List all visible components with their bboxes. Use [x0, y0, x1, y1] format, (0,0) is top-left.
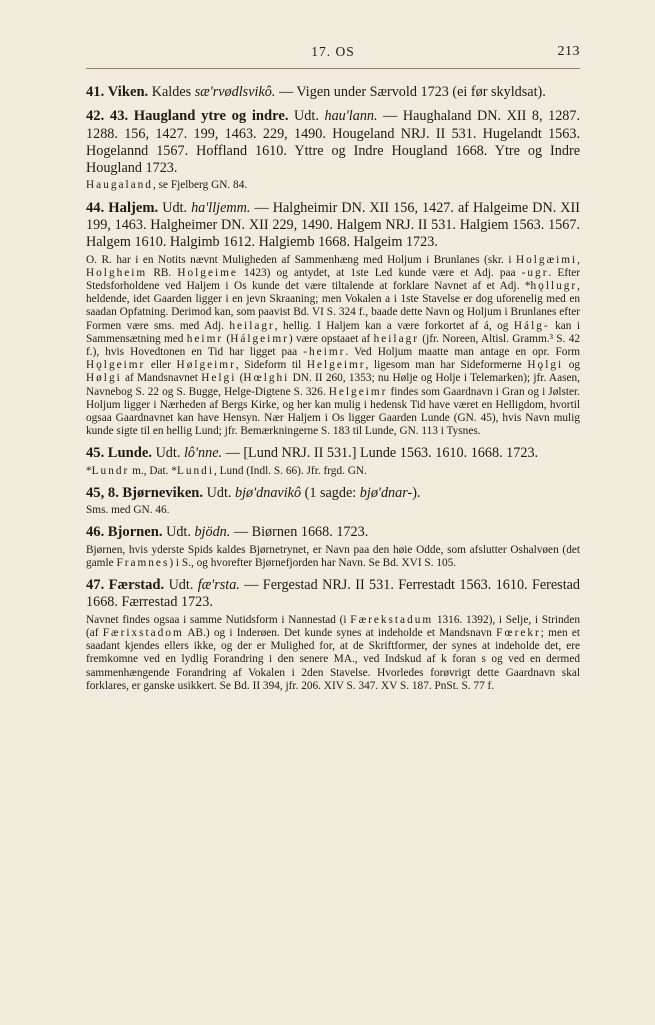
text-run: . Efter Stedsforholdene ved Haljem i Os kunde det være tiltalende at forklare Navnet af et Adj. *	[86, 266, 580, 292]
entry-note	[86, 465, 580, 478]
spaced-form: Helgeimr	[306, 359, 366, 372]
entry	[86, 524, 580, 570]
spaced-form: Holgæimi	[515, 253, 578, 266]
spaced-form: Helgeimr	[328, 385, 388, 398]
text-run: , hellig. I Haljem kan a være forkortet af á, og	[274, 319, 514, 332]
entry-note	[86, 254, 580, 439]
page-number: 213	[557, 44, 580, 59]
pronunciation: bjø'dnavikô	[234, 484, 302, 501]
text-run: (	[236, 372, 244, 385]
spaced-form: Færekstadum	[350, 613, 434, 626]
text-run: , ligesom man har Sideformerne	[365, 359, 528, 372]
text-run: Sms. med GN. 46.	[86, 504, 170, 517]
text-run: af Mandsnavnet	[121, 372, 202, 385]
text-run: m., Dat. *	[129, 464, 177, 477]
farm-name: Haugland ytre og indre.	[133, 108, 289, 125]
spaced-form: heimr	[186, 332, 224, 345]
entry	[86, 108, 580, 192]
entry-note	[86, 179, 580, 192]
text-run: (1 sagde:	[301, 484, 360, 501]
spaced-form: Lundi	[176, 464, 214, 477]
spaced-form: Fœrekr	[496, 626, 541, 639]
pronunciation: sæ'rvødlsvikô.	[194, 84, 276, 100]
entry-main-text	[86, 445, 580, 462]
header-rule	[86, 68, 580, 69]
text-run: ).	[412, 484, 421, 501]
text-run: , se Fjelberg GN. 84.	[152, 179, 248, 192]
spaced-form: Hǫlgi	[527, 359, 564, 372]
entry-number: 42. 43.	[86, 108, 129, 125]
spaced-form: hǫllugr	[530, 279, 578, 292]
text-run: ) være opstaaet af	[288, 332, 374, 345]
spaced-form: Hølgi	[86, 372, 122, 385]
text-run: , Sideform til	[235, 359, 307, 372]
pronunciation: bjödn.	[194, 524, 231, 541]
text-run: — Vigen under Særvold 1723 (ei før skyldsat).	[275, 84, 546, 100]
entry-number: 44.	[86, 199, 105, 216]
entry-number: 41.	[86, 84, 105, 100]
entry-number: 45, 8.	[86, 484, 119, 501]
text-run: 1316. 1392), i Selje, i Strinden (af	[86, 613, 580, 639]
entry-main-text	[86, 577, 580, 612]
entry-main-text	[86, 485, 580, 502]
entry-number: 47.	[86, 577, 105, 594]
text-run: (	[223, 332, 231, 345]
text-run: kan i Sammensætning med	[86, 319, 580, 345]
text-run: *	[86, 464, 92, 477]
text-run: Udt.	[158, 199, 192, 216]
text-run: — Fergestad NRJ. II 531. Ferrestadt 1563. 1610. Ferestad 1668. Færrestad 1723.	[86, 577, 581, 611]
text-run: Bjørnen, hvis yderste Spids kaldes Bjørnetrynet, er Navn paa den høie Odde, som afslutter Oshalvøen (det gamle	[86, 543, 580, 569]
pronunciation: hau'lann.	[324, 108, 378, 125]
text-run: Udt.	[152, 445, 184, 462]
pronunciation: bjø'dnar-	[359, 484, 413, 501]
text-run: — [Lund NRJ. II 531.] Lunde 1563. 1610. 1668. 1723.	[222, 445, 539, 462]
entry-note	[86, 544, 580, 570]
farm-name: Bjørneviken.	[122, 484, 204, 501]
text-run: ) i S., og hvorefter Bjørnefjorden har Navn. Se Bd. XVI S. 105.	[169, 556, 457, 569]
entry-main-text	[86, 524, 580, 541]
farm-name: Færstad.	[108, 577, 165, 594]
entry	[86, 84, 580, 101]
entry-note	[86, 504, 580, 517]
text-run: ,	[577, 253, 580, 266]
entry-note	[86, 614, 580, 693]
farm-name: Bjornen.	[107, 524, 163, 541]
text-run: , heldende, idet Gaarden ligger i en jevn Skraaning; men Vokalen a i 1ste Stavelse er dog uforenelig med en saadan Opfatning. Derimod kan, som paavist Bd. VI S. 324 f., baade dette Navn og Holjum i Brunlanes efter Formen være sms. med Adj.	[86, 279, 580, 332]
spaced-form: -ugr	[521, 266, 549, 279]
pronunciation: fæ'rsta.	[197, 577, 240, 594]
text-run: 1423) og antydet, at 1ste Led kunde være et Adj. paa	[237, 266, 522, 279]
spaced-form: Hœlghi	[243, 372, 290, 385]
spaced-form: heilagr	[373, 332, 419, 345]
farm-name: Lunde.	[107, 445, 153, 462]
spaced-form: Helgi	[201, 372, 237, 385]
text-run: O. R. har i en Notits nævnt Muligheden af Sammenhæng med Holjum i Brunlanes (skr. i	[86, 253, 516, 266]
entry-main-text	[86, 84, 580, 101]
text-run: eller	[145, 359, 177, 372]
text-run: Navnet findes ogsaa i samme Nutidsform i Nannestad (i	[86, 613, 351, 626]
spaced-form: Hølgeimr	[176, 359, 236, 372]
spaced-form: Holgheim	[86, 266, 148, 279]
entry	[86, 445, 580, 478]
text-run: Udt.	[203, 484, 235, 501]
entry-number: 46.	[86, 524, 105, 541]
spaced-form: Lundr	[91, 464, 130, 477]
spaced-form: heilagr	[229, 319, 275, 332]
spaced-form: Holgeime	[177, 266, 238, 279]
spaced-form: Hǫlgeimr	[86, 359, 146, 372]
entry-main-text	[86, 108, 580, 177]
text-run: Udt.	[164, 577, 198, 594]
spaced-form: Haugaland	[86, 179, 153, 192]
spaced-form: Framnes	[116, 556, 170, 569]
pronunciation: ha'lljemm.	[191, 199, 251, 216]
text-run: . Ved Holjum maatte man antage en opr. Form	[345, 346, 580, 358]
farm-name: Viken.	[107, 84, 149, 100]
pronunciation: lô'nne.	[183, 445, 223, 462]
text-run: Kaldes	[148, 84, 195, 100]
spaced-form: -heimr	[303, 346, 346, 358]
spaced-form: Hálg-	[513, 319, 550, 332]
text-run: — Halgheimir DN. XII 156, 1427. af Halgeime DN. XII 199, 1463. Halgheimer DN. XII 229, 1490. Halgem NRJ. II 531. Halgiem 1563. 1567. Halgem 1610. Halgimb 1612. Halgiemb 1668. Halgeim 1723.	[86, 199, 581, 251]
text-run: DN. II 260, 1353; nu Hølje og Holje i Telemarken); jfr. Aasen, Navnebog S. 22 og S. Bugge, Helge-Digtene S. 326.	[86, 372, 580, 398]
section-heading: 17. OS	[311, 44, 355, 59]
farm-name: Haljem.	[108, 199, 159, 216]
entry	[86, 485, 580, 518]
spaced-form: Færixstadom	[102, 626, 184, 639]
text-run: ; men et saadant kjendes ellers ikke, og der er Mulighed for, at de Skriftformer, der synes at indeholde det, ere fremkomne ved en lydlig Forandring i den senere MA., ved Indskud af k foran s og ved en dermed sammenhængende Forandring af Vokalen i 2den Stavelse. Hvorledes forøvrigt dette Gaardnavn skal forklares, er ganske usikkert. Se Bd. II 394, jfr. 206. XIV S. 347. XV S. 187. PnSt. S. 77 f.	[86, 626, 580, 692]
text-run: , Lund (Indl. S. 66). Jfr. frgd. GN.	[213, 464, 367, 477]
text-run: Udt.	[288, 108, 325, 125]
text-run: AB.) og i Inderøen. Det kunde synes at indeholde et Mandsnavn	[183, 626, 497, 639]
entry	[86, 200, 580, 439]
text-run: RB.	[147, 266, 178, 279]
running-header	[86, 44, 580, 66]
text-run: — Haughaland DN. XII 8, 1287. 1288. 156, 1427. 199, 1463. 229, 1490. Hougeland NRJ. II 531. Hugelandt 1563. Hogelannd 1567. Hoffland 1610. Yttre og Indre Hougland 1668. Ytre og Indre Hougland 1723.	[86, 108, 581, 177]
text-run: findes som Gaardnavn i Gran og i Jølster. Holjum ligger i Nærheden af Bergs Kirke, og her kan mulig i hedensk Tid have været en Helligdom, hvortil ogsaa Gaardnavnet kan have Hensyn. Nær Haljem i Os ligger Gaarden Lunde (GN. 45), hvis Navn mulig kunde sigte til en hellig Lund; jfr. Bemærkningerne S. 183 til Lunde, GN. 113 i Tysnes.	[86, 385, 580, 438]
entry-number: 45.	[86, 445, 105, 462]
entry	[86, 577, 580, 693]
spaced-form: Hálgeimr	[230, 332, 289, 345]
text-run: (jfr. Noreen, Altisl. Gramm.³ S. 42 f.), hvis Hovedtonen en Tid har ligget paa	[86, 332, 580, 358]
text-run: — Biørnen 1668. 1723.	[230, 524, 369, 541]
text-run: og	[563, 359, 581, 372]
entries-container	[86, 84, 580, 700]
entry-main-text	[86, 200, 580, 252]
text-run: Udt.	[162, 524, 195, 541]
